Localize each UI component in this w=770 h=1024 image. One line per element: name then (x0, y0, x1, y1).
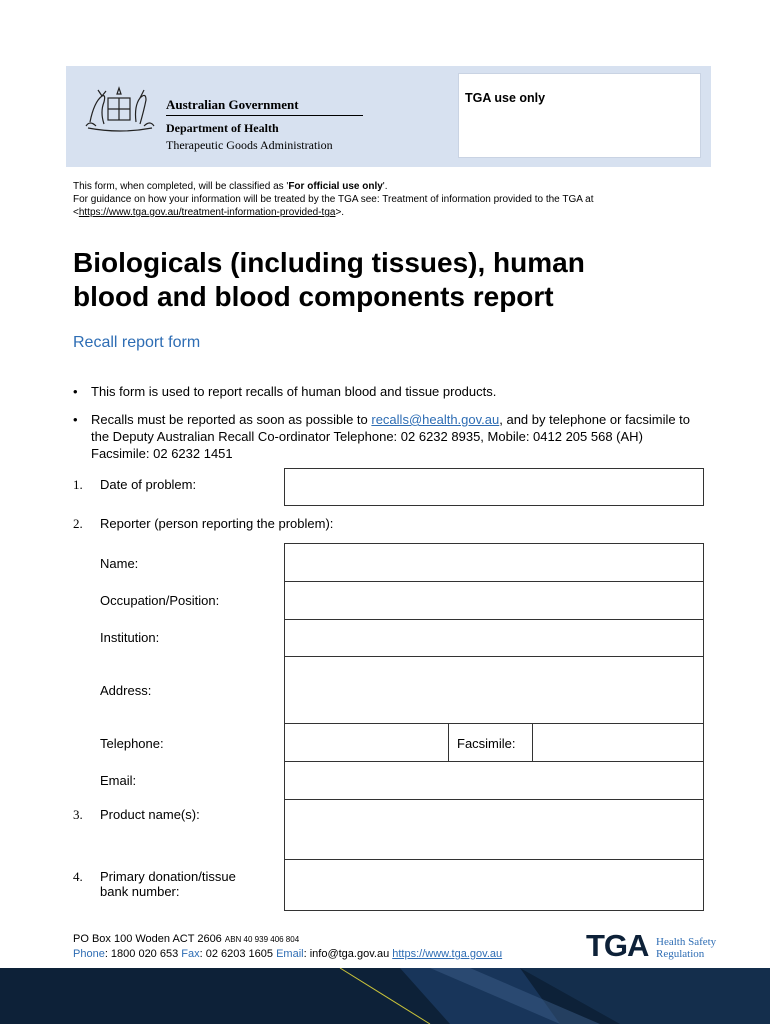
institution-label: Institution: (100, 630, 160, 645)
name-field[interactable] (284, 543, 704, 582)
coat-of-arms-icon (80, 82, 160, 136)
divider (166, 115, 363, 116)
tga-website-link[interactable]: https://www.tga.gov.au (392, 948, 503, 960)
facsimile-field[interactable] (532, 723, 704, 762)
institution-field[interactable] (284, 619, 704, 657)
subtitle: Recall report form (73, 334, 201, 351)
telephone-label: Telephone: (100, 736, 164, 751)
footer-address: PO Box 100 Woden ACT 2606 ABN 40 939 406 804 (73, 933, 300, 945)
reporter-label: Reporter (person reporting the problem): (100, 516, 334, 531)
occupation-label: Occupation/Position: (100, 593, 220, 608)
gov-name: Australian Government (166, 97, 299, 112)
name-label: Name: (100, 556, 139, 571)
address-field[interactable] (284, 656, 704, 724)
question-number: 2. (73, 516, 83, 531)
page-title: Biologicals (including tissues), human blood and blood components report (73, 247, 585, 312)
tga-use-only-box (458, 73, 701, 158)
footer-contact: Phone: 1800 020 653 Fax: 02 6203 1605 Email: info@tga.gov.au https://www.tga.gov.au (73, 948, 503, 960)
product-name-label: Product name(s): (100, 807, 200, 822)
occupation-field[interactable] (284, 581, 704, 620)
question-number: 4. (73, 869, 83, 884)
bullet-item: • Recalls must be reported as soon as possible to recalls@health.gov.au, and by telephone or facsimile to the Deputy Australian Recall Co-ordinator Telephone: 02 6232 8935, Mobile: 0412 205 568 (AH) Facsimile: 02 6232 1451 (73, 412, 691, 461)
tga-use-only-label: TGA use only (465, 91, 546, 105)
guidance-notice: For guidance on how your information will be treated by the TGA see: Treatment of information provided to the TGA at (73, 194, 594, 205)
agency-name: Therapeutic Goods Administration (166, 138, 333, 152)
date-of-problem-field[interactable] (284, 468, 704, 506)
footer-decoration (0, 968, 770, 1024)
tga-logo: TGA Health Safety Regulation (586, 928, 717, 963)
product-name-field[interactable] (284, 799, 704, 860)
facsimile-label: Facsimile: (457, 736, 516, 751)
department-name: Department of Health (166, 121, 279, 135)
email-field[interactable] (284, 761, 704, 800)
footer-bar (0, 968, 770, 1024)
date-of-problem-label: Date of problem: (100, 477, 197, 492)
telephone-field[interactable] (284, 723, 449, 762)
guidance-link[interactable]: https://www.tga.gov.au/treatment-information-provided-tga (78, 207, 336, 218)
bullet-item: • This form is used to report recalls of human blood and tissue products. (73, 384, 497, 399)
address-label: Address: (100, 683, 152, 698)
email-label: Email: (100, 773, 137, 788)
donation-number-label: Primary donation/tissue bank number: (100, 869, 236, 899)
classification-notice: This form, when completed, will be classified as 'For official use only'. (73, 181, 388, 192)
question-number: 3. (73, 807, 83, 822)
recalls-email-link[interactable]: recalls@health.gov.au (371, 412, 500, 427)
donation-number-field[interactable] (284, 859, 704, 911)
question-number: 1. (73, 477, 83, 492)
guidance-link-line: <https://www.tga.gov.au/treatment-information-provided-tga>. (73, 207, 345, 218)
